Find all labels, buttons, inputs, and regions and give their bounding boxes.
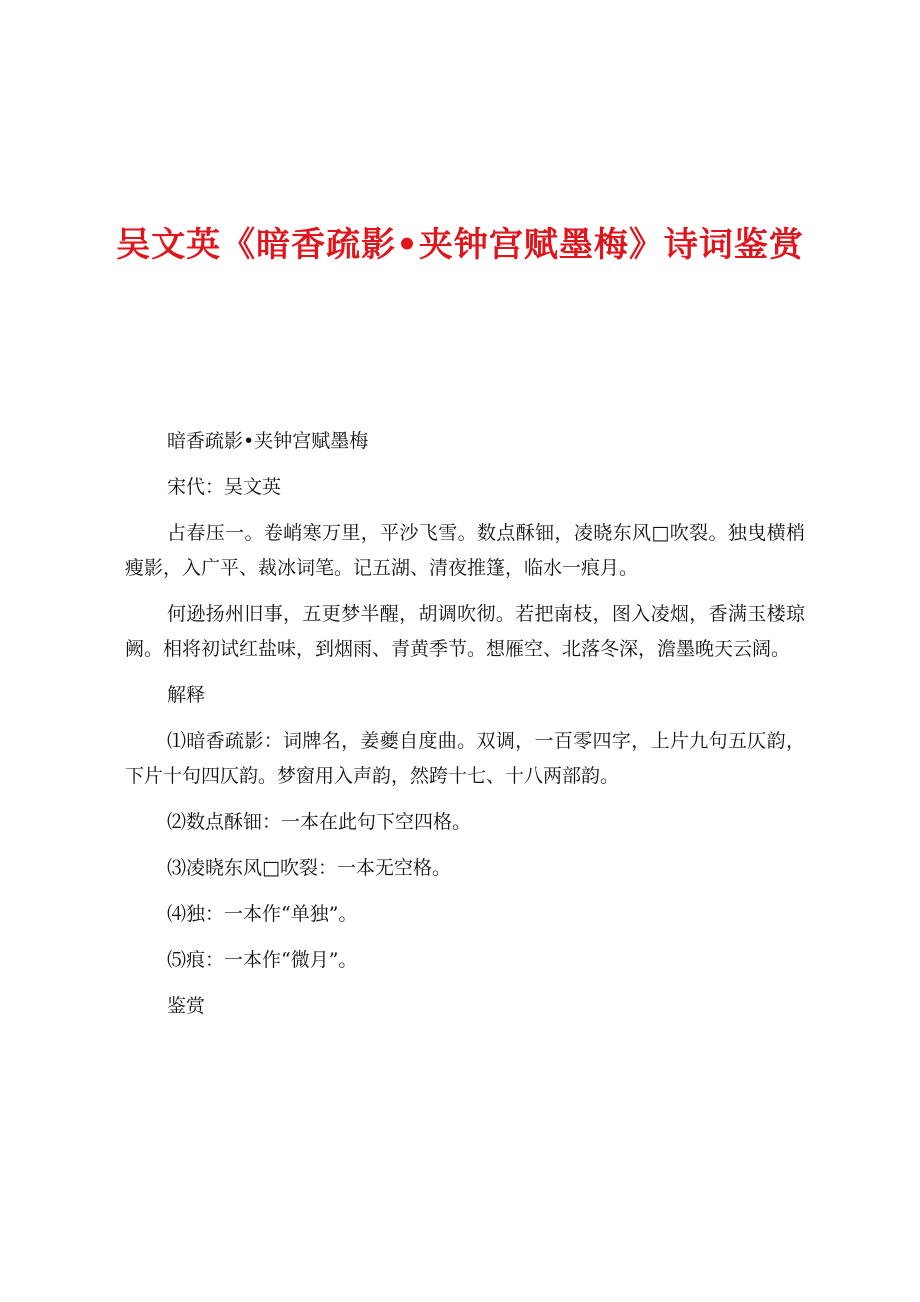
note-item: ⑵数点酥钿：一本在此句下空四格。 — [167, 811, 472, 833]
appreciation-heading: 鉴赏 — [167, 995, 206, 1017]
page-title: 吴文英《暗香疏影•夹钟宫赋墨梅》诗词鉴赏 — [116, 224, 804, 265]
poem-author: 宋代：吴文英 — [167, 476, 282, 498]
notes-heading: 解释 — [167, 684, 206, 706]
note-item: ⑶凌晓东风□吹裂：一本无空格。 — [167, 857, 451, 879]
poem-stanza-1: 占春压一。卷峭寒万里，平沙飞雪。数点酥钿，凌晓东风□吹裂。独曳横梢瘦影，入广平、裁冰词笔。记五湖、清夜推篷，临水一痕月。 — [125, 522, 805, 579]
poem-heading: 暗香疏影•夹钟宫赋墨梅 — [167, 430, 369, 452]
poem-stanza-2: 何逊扬州旧事，五更梦半醒，胡调吹彻。若把南枝，图入凌烟，香满玉楼琼阙。相将初试红盐味，到烟雨、青黄季节。想雁空、北落冬深，澹墨晚天云阔。 — [125, 603, 805, 660]
note-item: ⑷独：一本作“单独”。 — [167, 903, 358, 925]
document-body — [125, 424, 805, 1035]
note-item: ⑴暗香疏影：词牌名，姜夔自度曲。双调，一百零四字，上片九句五仄韵，下片十句四仄韵。梦窗用入声韵，然跨十七、十八两部韵。 — [125, 730, 805, 787]
note-item: ⑸痕：一本作“微月”。 — [167, 949, 358, 971]
